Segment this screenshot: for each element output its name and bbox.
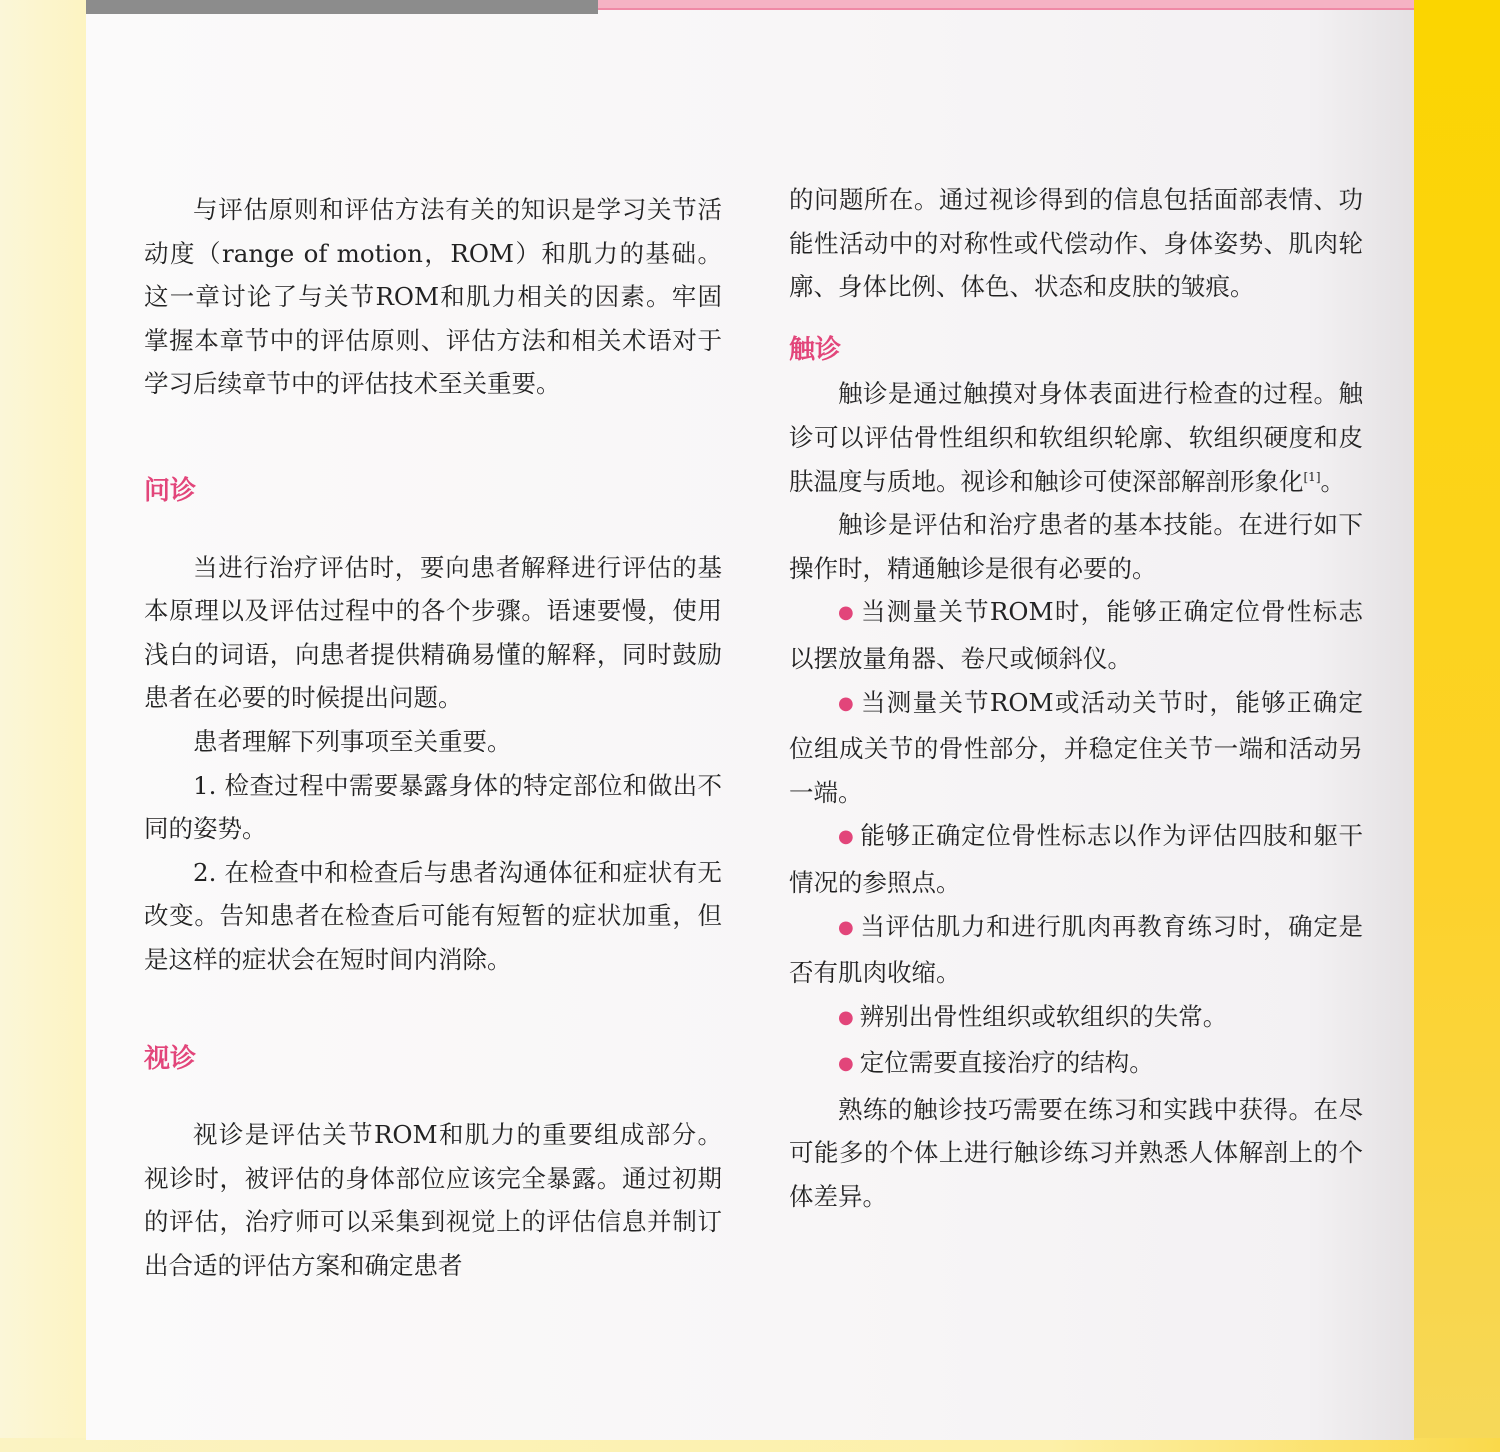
heading-inspection: 视诊 [144, 1043, 197, 1074]
bullet-item: ● 当测量关节ROM或活动关节时，能够正确定位组成关节的骨性部分，并稳定住关节一端和活动另一端。 [789, 681, 1363, 815]
bullet-item: ● 辨别出骨性组织或软组织的失常。 [789, 995, 1363, 1042]
bullet-item: ● 定位需要直接治疗的结构。 [789, 1041, 1363, 1088]
palpation-paragraph-2: 触诊是评估和治疗患者的基本技能。在进行如下操作时，精通触诊是很有必要的。 [789, 510, 1363, 583]
inquiry-paragraph-1: 当进行治疗评估时，要向患者解释进行评估的基本原理以及评估过程中的各个步骤。语速要慢，使用浅白的词语，向患者提供精确易懂的解释，同时鼓励患者在必要的时候提出问题。 [144, 552, 722, 713]
inquiry-paragraph-2: 患者理解下列事项至关重要。 [193, 726, 512, 756]
heading-palpation: 触诊 [789, 334, 842, 365]
inquiry-item-1: 1. 检查过程中需要暴露身体的特定部位和做出不同的姿势。 [144, 770, 722, 844]
yellow-backdrop [1410, 0, 1500, 1452]
intro-paragraph: 与评估原则和评估方法有关的知识是学习关节活动度（range of motion，ROM）和肌力的基础。这一章讨论了与关节ROM和肌力相关的因素。牢固掌握本章节中的评估原则、评估方法和相关术语对于学习后续章节中的评估技术至关重要。 [144, 195, 722, 399]
top-bar-gray [86, 0, 598, 14]
heading-inquiry: 问诊 [144, 475, 197, 506]
palpation-paragraph-1 [789, 372, 1363, 503]
inquiry-item-2: 2. 在检查中和检查后与患者沟通体征和症状有无改变。告知患者在检查后可能有短暂的症状加重，但是这样的症状会在短时间内消除。 [144, 857, 722, 974]
bullet-item: ● 当测量关节ROM时，能够正确定位骨性标志以摆放量角器、卷尺或倾斜仪。 [789, 590, 1363, 680]
palpation-paragraph-3: 熟练的触诊技巧需要在练习和实践中获得。在尽可能多的个体上进行触诊练习并熟悉人体解剖上的个体差异。 [789, 1094, 1363, 1212]
top-bar-pink [598, 0, 1414, 10]
reference-marker: [1] [1303, 469, 1321, 484]
palpation-p1-text: 触诊是通过触摸对身体表面进行检查的过程。触诊可以评估骨性组织和软组织轮廓、软组织硬度和皮肤温度与质地。视诊和触诊可使深部解剖形象化 [789, 379, 1363, 496]
bottom-backdrop [0, 1438, 1500, 1452]
bullet-item: ● 能够正确定位骨性标志以作为评估四肢和躯干情况的参照点。 [789, 814, 1363, 904]
right-column [789, 178, 1363, 1219]
bullet-item: ● 当评估肌力和进行肌肉再教育练习时，确定是否有肌肉收缩。 [789, 905, 1363, 995]
book-page [86, 0, 1414, 1440]
left-column [144, 188, 722, 1287]
palpation-p1-end: 。 [1320, 466, 1345, 496]
inspection-continuation: 的问题所在。通过视诊得到的信息包括面部表情、功能性活动中的对称性或代偿动作、身体姿势、肌肉轮廓、身体比例、体色、状态和皮肤的皱痕。 [789, 185, 1363, 302]
inspection-paragraph: 视诊是评估关节ROM和肌力的重要组成部分。视诊时，被评估的身体部位应该完全暴露。通过初期的评估，治疗师可以采集到视觉上的评估信息并制订出合适的评估方案和确定患者 [144, 1120, 722, 1280]
